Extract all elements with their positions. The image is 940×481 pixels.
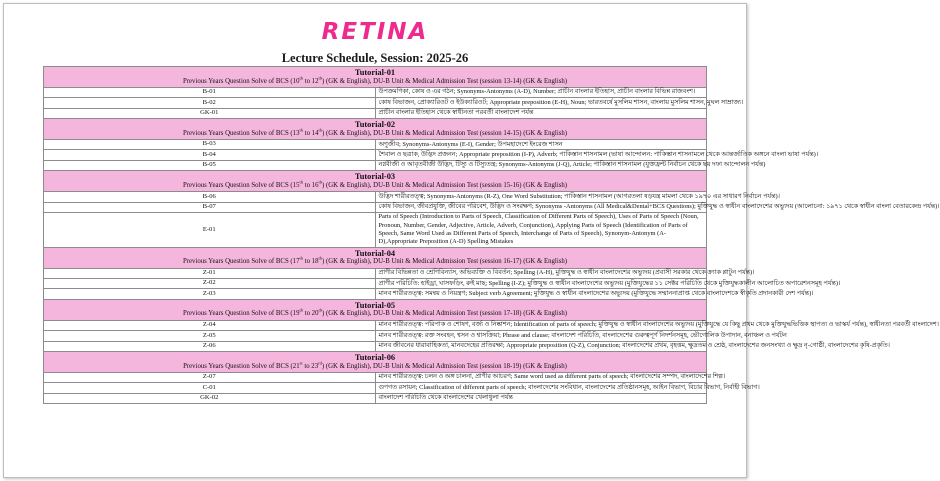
lecture-code: B-03 [44,139,376,149]
tutorial-subtitle: Previous Years Question Solve of BCS (10th to 12th) (GK & English), DU-B Unit & Medical Admission Test (session 13-14) (GK & English) [182,75,568,85]
lecture-code: B-02 [44,98,376,108]
lecture-code: B-05 [44,160,376,170]
table-row [44,139,707,149]
tutorial-title: Tutorial-06 [354,352,396,362]
table-row [44,192,707,202]
table-row [44,87,707,97]
tutorial-title: Tutorial-03 [354,172,396,182]
lecture-code: GK-01 [44,108,376,118]
table-row [44,108,707,118]
lecture-code: Z-02 [44,278,376,288]
lecture-topic: বাংলাদেশ পরিচিতি থেকে বাংলাদেশের খেলাধুলা পর্যন্ত [375,393,707,403]
table-row [44,202,707,212]
lecture-code: B-07 [44,202,376,212]
tutorial-header [44,247,707,268]
lecture-code: GK-02 [44,393,376,403]
lecture-topic: কোষ বিভাজন, প্রোক্যারিওট ও ইউক্যারিওট; Appropriate preposition (E-H), Noun; ভারতবর্ষে মুসলিম শাসন, বাংলায় মুসলিম শাসন, মুঘল সাম্রাজ্য। [375,98,707,108]
tutorial-header [44,67,707,88]
lecture-topic: শৈবাল ও ছত্রাক, উদ্ভিদ প্রজনন; Appropriate preposition (I-P), Adverb; পাকিস্তান শাসনামল (ভাষা আন্দোলন: পাকিস্তান শাসনামলে থেকে আন্তর্জাতিক অঙ্গনে বাংলা ভাষা পর্যন্ত)। [375,150,707,160]
lecture-code: Z-06 [44,341,376,351]
lecture-code: Z-05 [44,331,376,341]
table-row [44,150,707,160]
tutorial-header [44,171,707,192]
lecture-code: B-04 [44,150,376,160]
tutorial-title: Tutorial-02 [354,120,396,130]
lecture-code: Z-03 [44,289,376,299]
lecture-code: Z-07 [44,372,376,382]
lecture-topic: Parts of Speech (Introduction to Parts of Speech, Classification of Different Parts of Speech), Uses of Parts of Speech (Noun, Pronoun, Number, Gender, Adjective, Article, Adverb, Conjunction), Applying Parts of Speech (Identification of Parts of Speech, Same Word Used as Different Parts of Speech, Interchange of Parts of Speech), Synonym-Antonym (A-D),Appropriate Preposition (A-D) Spelling Mistakes [375,212,707,247]
lecture-topic: মানব শারীরতত্ত্ব: চলন ও অঙ্গ চালনা, প্রাণীর আচরণ; Same word used as different parts of speech; বাংলাদেশের সম্পদ, বাংলাদেশের শিল্প। [375,372,707,382]
tutorial-header [44,351,707,372]
tutorial-subtitle: Previous Years Question Solve of BCS (17th to 18th) (GK & English), DU-B Unit & Medical Admission Test (session 16-17) (GK & English) [182,256,568,266]
table-row [44,393,707,403]
lecture-code: Z-04 [44,320,376,330]
lecture-topic: মানব জীবনের ধারাবাহিকতা, মানবদেহের প্রতিরক্ষা; Appropriate preposition (Q-Z), Conjunction; বাংলাদেশের প্রথম, বৃহত্তম, ক্ষুদ্রতম ও শ্রেষ্ঠ, বাংলাদেশের জনসংখ্যা ও ক্ষুদ্র নৃ-গোষ্ঠী, বাংলাদেশের কৃষি-প্রকৃতি। [375,341,707,351]
table-row [44,383,707,393]
lecture-schedule-table [43,66,940,404]
lecture-topic: গুণগত রসায়ন; Classification of different parts of speech; বাংলাদেশের সংবিধান, বাংলাদেশের প্রতিষ্ঠানসমূহ, আইন বিভাগ, বিচার বিভাগ, নির্বাহী বিভাগ। [375,383,707,393]
tutorial-subtitle: Previous Years Question Solve of BCS (19th to 20th) (GK & English), DU-B Unit & Medical Admission Test (session 17-18) (GK & English) [182,308,568,318]
table-row [44,98,707,108]
table-row [44,341,707,351]
lecture-topic: মানব শারীরতত্ত্ব: সমন্বয় ও নিয়ন্ত্রণ; Subject verb Agreement; মুক্তিযুদ্ধ ও স্বাধীন বাংলাদেশের অভ্যুদয় (মুক্তিযুদ্ধে সম্মাননাপ্রাপ্ত থেকে বাংলাদেশকে স্বীকৃতি প্রদানকারী দেশ পর্যন্ত)। [375,289,707,299]
lecture-code: C-01 [44,383,376,393]
lecture-code: B-06 [44,192,376,202]
lecture-topic: কোষ বিভাজন, জীবপ্রযুক্তি, জীবের পরিবেশ, উদ্ভিদ ও সংরক্ষণ; Synonyms -Antonyms (All Medical&Dental+BCS Questions); মুক্তিযুদ্ধ ও স্বাধীন বাংলাদেশের অভ্যুদয় (আলোচনা: ১৯৭১ থেকে স্বাধীন বাংলা বেতারকেন্দ্র পর্যন্ত)। [375,202,707,212]
tutorial-subtitle: Previous Years Question Solve of BCS (13th to 14th) (GK & English), DU-B Unit & Medical Admission Test (session 14-15) (GK & English) [182,127,568,137]
table-row [44,212,707,247]
table-row [44,278,707,288]
table-row [44,289,707,299]
table-row [44,160,707,170]
table-row [44,331,707,341]
lecture-topic: প্রাচীন বাংলার ইতিহাস থেকে স্বাধীনতা পরবর্তী বাংলাদেশ পর্যন্ত [375,108,707,118]
table-row [44,372,707,382]
page-title: Lecture Schedule, Session: 2025-26 [281,51,469,65]
table-row [44,320,707,330]
lecture-code: Z-01 [44,268,376,278]
tutorial-header [44,119,707,140]
lecture-topic: প্রাণীর বিভিন্নতা ও শ্রেণিবিন্যাস, অভিব্যক্তি ও বিবর্তন; Spelling (A-H), মুক্তিযুদ্ধ ও স্বাধীন বাংলাদেশের অভ্যুদয় (প্রবাসী সরকার থেকে ক্র্যাক প্লাটুন পর্যন্ত)। [375,268,707,278]
lecture-topic: উপক্রমণিকা, কোষ ও এর গঠন; Synonyms-Antonyms (A-D), Number; প্রাচীন বাংলার ইতিহাস, প্রাচীন বাংলার বিভিন্ন রাজবংশ। [375,87,707,97]
tutorial-title: Tutorial-04 [354,248,396,258]
tutorial-header [44,299,707,320]
tutorial-subtitle: Previous Years Question Solve of BCS (15th to 16th) (GK & English), DU-B Unit & Medical Admission Test (session 15-16) (GK & English) [182,179,568,189]
table-row [44,268,707,278]
tutorial-subtitle: Previous Years Question Solve of BCS (21st to 23rd) (GK & English), DU-B Unit & Medical Admission Test (session 18-19) (GK & English) [183,360,567,370]
tutorial-title: Tutorial-05 [354,300,396,310]
lecture-topic: অণুজীব; Synonyms-Antonyms (E-I), Gender; উপমহাদেশে ইংরেজ শাসন [375,139,707,149]
lecture-topic: নগ্নবীজী ও আবৃতবীজী উদ্ভিদ, টিস্যু ও টিস্যুতন্ত্র; Synonyms-Antonyms (J-Q), Article; পাকিস্তান শাসনামল (যুক্তফ্রন্ট নির্বাচন থেকে ছয় দফা আন্দোলন পর্যন্ত) [375,160,707,170]
tutorial-title: Tutorial-01 [354,68,396,77]
lecture-code: B-01 [44,87,376,97]
lecture-topic: প্রাণীর পরিচিতি: হাইড্রা, ঘাসফড়িং, রুই মাছ; Spelling (I-Z); মুক্তিযুদ্ধ ও স্বাধীন বাংলাদেশের অভ্যুদয় (মুক্তিযুদ্ধের ১১ সেক্টর পরিচিতি থেকে মুক্তিযুদ্ধকালীন আলোচিত অপারেশনসমূহ পর্যন্ত)। [375,278,707,288]
lecture-code: E-01 [44,212,376,247]
retina-logo: RETINA [321,19,429,45]
lecture-topic: মানব শারীরতত্ত্ব: পরিপাক ও শোষণ, বর্জ্য ও নিষ্কাশন; Identification of parts of speech; মুক্তিযুদ্ধ ও স্বাধীন বাংলাদেশের অভ্যুদয় (মুক্তিযুদ্ধে যে কিছু প্রথম থেকে মুক্তিযুদ্ধভিত্তিক স্থাপত্য ও ভাস্কর্য পর্যন্ত), স্বাধীনতা পরবর্তী বাংলাদেশ। [375,320,707,330]
lecture-topic: উদ্ভিদ শারীরতত্ত্ব; Synonyms-Antonyms (R-Z), One Word Substitution; পাকিস্তান শাসনামল (আগরতলা ষড়যন্ত্র মামলা থেকে ১৯৭০ এর সাধারণ নির্বাচন পর্যন্ত)। [375,192,707,202]
lecture-topic: মানব শারীরতত্ত্ব: রক্ত সংবহন, শ্বসন ও শ্বাসক্রিয়া; Phrase and clause; বাংলাদেশ পরিচিতি, বাংলাদেশের গুরুত্বপূর্ণ নিদর্শনসমূহ, ভৌগোলিক উপাদান, বনাঞ্চল ও পর্যটন [375,331,707,341]
